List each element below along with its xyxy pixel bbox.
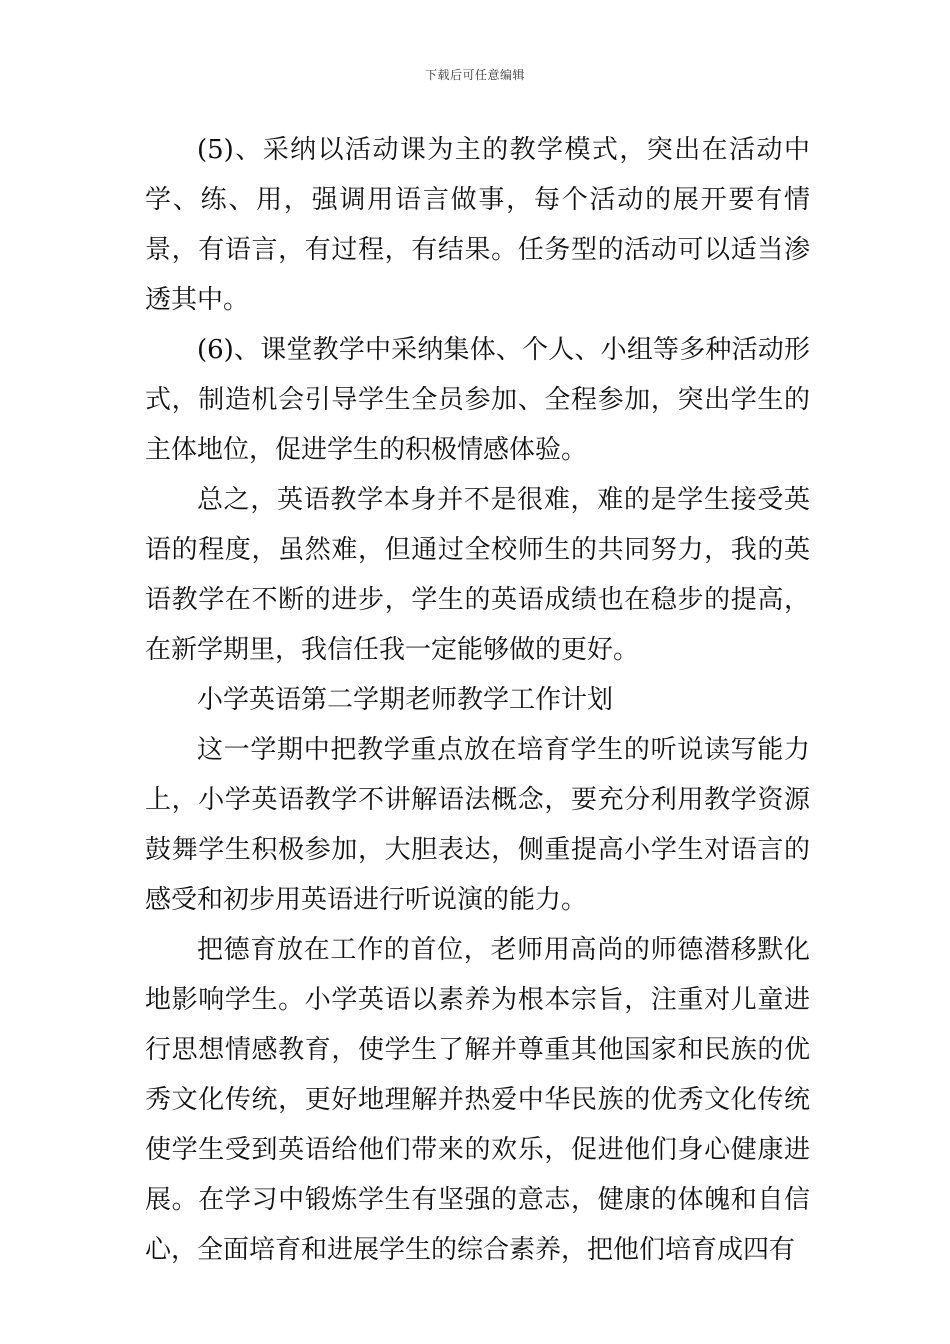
document-body [145,125,810,1275]
paragraph-moral-education: 把德育放在工作的首位，老师用高尚的师德潜移默化地影响学生。小学英语以素养为根本宗旨，注重对儿童进行思想情感教育，使学生了解并尊重其他国家和民族的优秀文化传统，更好地理解并热爱中华民族的优秀文化传统使学生受到英语给他们带来的欢乐，促进他们身心健康进展。在学习中锻炼学生有坚强的意志，健康的体魄和自信心，全面培育和进展学生的综合素养，把他们培育成四有 [145,935,810,1265]
paragraph-teaching-focus: 这一学期中把教学重点放在培育学生的听说读写能力上，小学英语教学不讲解语法概念，要充分利用教学资源鼓舞学生积极参加，大胆表达，侧重提高小学生对语言的感受和初步用英语进行听说演的能力。 [145,735,810,915]
section-title: 小学英语第二学期老师教学工作计划 [197,685,614,715]
paragraph-5-activity-mode: (5)、采纳以活动课为主的教学模式，突出在活动中学、练、用，强调用语言做事，每个活动的展开要有情景，有语言，有过程，有结果。任务型的活动可以适当渗透其中。 [145,135,810,315]
page-header: 下载后可任意编辑 [424,68,525,82]
paragraph-6-activity-forms: (6)、课堂教学中采纳集体、个人、小组等多种活动形式，制造机会引导学生全员参加、全程参加，突出学生的主体地位，促进学生的积极情感体验。 [145,335,810,465]
paragraph-summary: 总之，英语教学本身并不是很难，难的是学生接受英语的程度，虽然难，但通过全校师生的共同努力，我的英语教学在不断的进步，学生的英语成绩也在稳步的提高，在新学期里，我信任我一定能够做的更好。 [145,485,810,665]
